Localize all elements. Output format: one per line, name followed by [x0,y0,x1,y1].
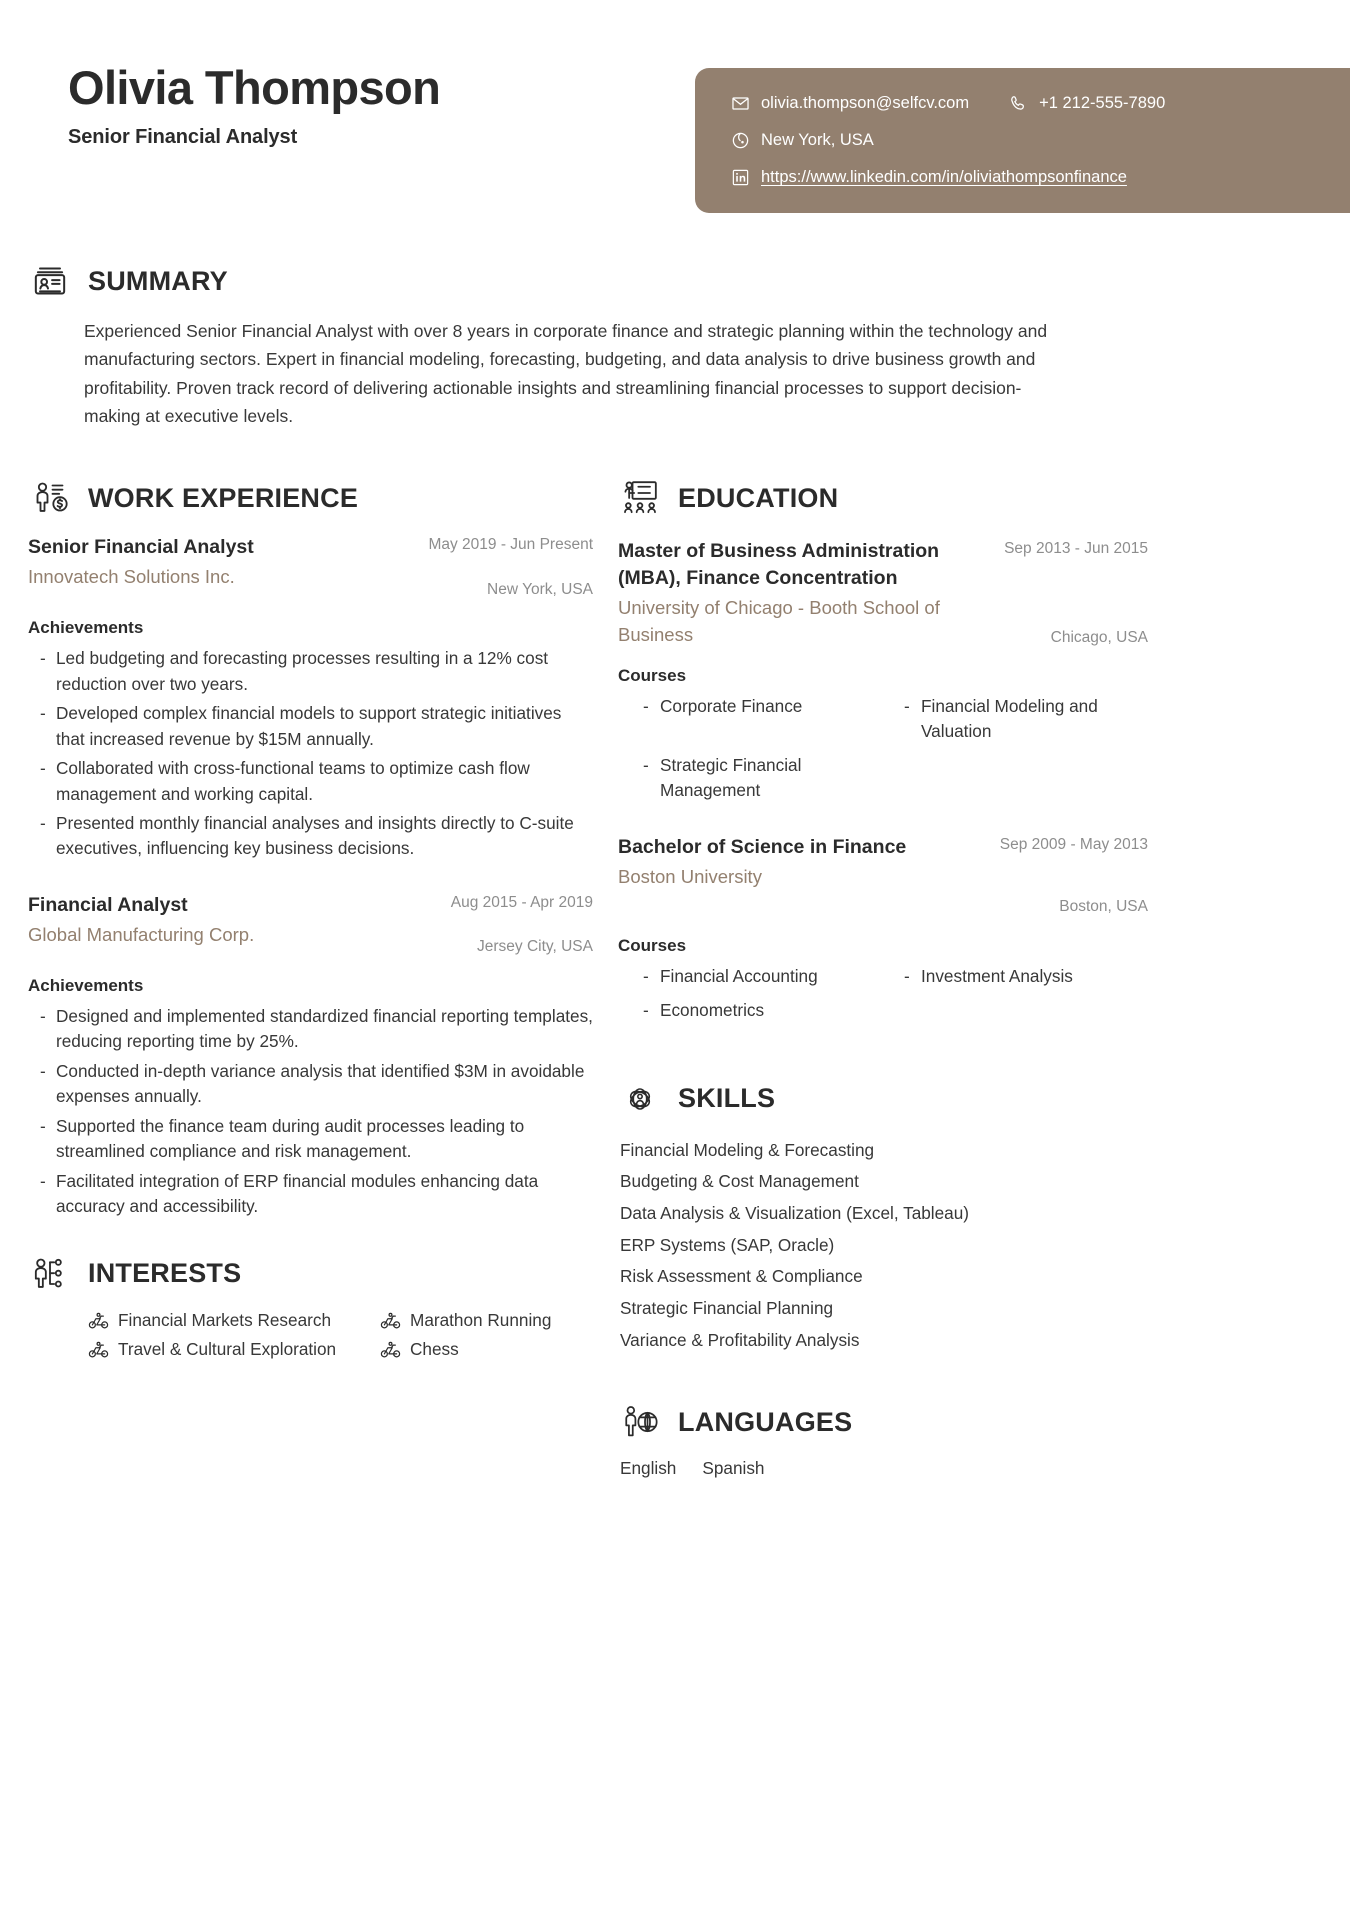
achievement-item: - Collaborated with cross-functional teams to optimize cash flow management and working capital. [28,756,593,807]
skill-item: Variance & Profitability Analysis [620,1329,860,1350]
education-entry-right [1004,538,1148,649]
courses-grid [640,694,1148,812]
summary-text: Experienced Senior Financial Analyst with over 8 years in corporate finance and strategic planning within the technology and manufacturing sectors. Expert in financial modeling, forecasting, budgeting, and data analysis to drive business growth and profitability. Proven track record of delivering actionable insights and streamlining financial processes to support decision-making at executive levels. [84,321,1048,427]
work-date: Aug 2015 - Apr 2019 [450,893,593,911]
person-network-icon [28,1252,72,1296]
interest-label: Travel & Cultural Exploration [118,1338,337,1359]
education-entry-head [618,538,1148,649]
achievement-item: - Supported the finance team during audit processes leading to streamlined compliance and risk management. [28,1114,593,1165]
skill-item: Strategic Financial Planning [620,1297,834,1318]
interest-item [88,1339,356,1360]
achievement-item: - Conducted in-depth variance analysis that identified $3M in avoidable expenses annually. [28,1059,593,1110]
contact-row-2 [731,131,1350,150]
work-job-title: Senior Financial Analyst [28,536,254,559]
education-title: EDUCATION [678,482,839,513]
work-entry-right [428,534,593,601]
resume-body [0,259,1350,1479]
left-column [28,476,593,1479]
presentation-board-icon [618,476,662,520]
work-job-title: Financial Analyst [28,893,188,916]
person-finance-icon [28,476,72,520]
languages-heading [618,1400,1148,1444]
education-date: Sep 2009 - May 2013 [999,836,1148,853]
skill-item: Data Analysis & Visualization (Excel, Tableau) [620,1203,970,1224]
contact-email[interactable] [731,94,969,113]
education-location: Chicago, USA [1050,628,1148,646]
work-entry-right [451,892,593,959]
contact-location [731,131,874,150]
interest-item [88,1310,356,1331]
education-degree: Master of Business Administration (MBA), Finance Concentration [618,540,940,590]
envelope-icon [731,94,750,113]
work-heading [28,476,593,520]
interest-label: Marathon Running [410,1309,552,1330]
skills-list [620,1135,1148,1356]
section-interests [28,1252,593,1360]
languages-title: LANGUAGES [678,1406,853,1437]
education-location: Boston, USA [1059,898,1148,916]
name-block [68,62,440,149]
achievements-list [28,1004,593,1220]
work-company: Innovatech Solutions Inc. [28,566,235,588]
course-item: - Financial Modeling and Valuation [901,694,1148,743]
achievement-item: - Facilitated integration of ERP financial modules enhancing data accuracy and accessibility. [28,1169,593,1220]
courses-label: Courses [618,935,687,955]
skill-item: Financial Modeling & Forecasting [620,1139,875,1160]
section-education [618,476,1148,1032]
skill-item: Risk Assessment & Compliance [620,1266,863,1287]
interest-item [380,1310,593,1331]
education-heading [618,476,1148,520]
interests-title: INTERESTS [88,1258,242,1288]
course-item: - Strategic Financial Management [640,753,887,802]
work-title: WORK EXPERIENCE [88,482,359,513]
education-degree: Bachelor of Science in Finance [618,836,907,858]
language-item: English [620,1458,677,1479]
bicycle-icon [88,1310,109,1331]
contact-linkedin[interactable] [731,168,1127,187]
education-entry-left [618,834,986,891]
interest-item [380,1339,593,1360]
work-entry-left [28,892,437,949]
work-entry-left [28,534,414,591]
contact-linkedin-link[interactable]: https://www.linkedin.com/in/oliviathompsonfinance [761,168,1127,186]
work-location: Jersey City, USA [477,938,593,956]
work-location: New York, USA [487,580,593,598]
education-school: University of Chicago - Booth School of Business [618,597,940,645]
work-date: May 2019 - Jun Present [428,536,593,554]
achievement-item: - Presented monthly financial analyses and insights directly to C-suite executives, influencing key business decisions. [28,811,593,862]
job-title: Senior Financial Analyst [68,125,298,148]
contact-email-text: olivia.thompson@selfcv.com [761,94,970,112]
work-company: Global Manufacturing Corp. [28,923,255,945]
course-item: - Econometrics [640,998,887,1022]
skill-item: ERP Systems (SAP, Oracle) [620,1234,835,1255]
education-entry-head [618,834,1148,919]
phone-icon [1009,94,1028,113]
achievements-list [28,646,593,862]
resume-header [0,0,1350,235]
course-item: - Corporate Finance [640,694,887,743]
achievement-item: - Led budgeting and forecasting processes resulting in a 12% cost reduction over two years. [28,646,593,697]
education-entry-left [618,538,990,648]
section-skills [618,1077,1148,1356]
person-globe-icon [618,1400,662,1444]
education-date: Sep 2013 - Jun 2015 [1004,540,1148,558]
education-school: Boston University [618,865,762,887]
id-card-icon [28,259,72,303]
interest-label: Chess [410,1338,459,1359]
contact-row-1 [731,94,1350,113]
contact-location-text: New York, USA [761,131,874,149]
courses-grid [640,964,1148,1033]
work-entry [28,892,593,1220]
language-item: Spanish [702,1458,765,1479]
summary-title: SUMMARY [88,265,228,296]
contact-box [695,68,1350,213]
globe-icon [731,131,750,150]
contact-phone-text: +1 212-555-7890 [1039,94,1166,112]
achievements-label: Achievements [28,618,144,638]
contact-phone[interactable] [1009,94,1165,113]
interest-label: Financial Markets Research [118,1309,332,1330]
achievement-item: - Developed complex financial models to support strategic initiatives that increased revenue by $15M annually. [28,701,593,752]
education-entry [618,834,1148,1033]
course-item: - Investment Analysis [901,964,1148,988]
summary-heading [28,259,1282,303]
page-title: Olivia Thompson [68,61,441,114]
section-work-experience [28,476,593,1219]
linkedin-icon [731,168,750,187]
contact-row-3 [731,168,1350,187]
right-column [618,476,1148,1479]
work-entry [28,534,593,862]
section-languages [618,1400,1148,1479]
achievement-item: - Designed and implemented standardized financial reporting templates, reducing reporting time by 25%. [28,1004,593,1055]
bicycle-icon [380,1339,401,1360]
interests-heading [28,1252,593,1296]
bicycle-icon [88,1339,109,1360]
education-entry [618,538,1148,812]
skills-title: SKILLS [678,1083,776,1114]
work-entry-head [28,534,593,601]
two-column-layout [28,476,1282,1479]
course-item: - Financial Accounting [640,964,887,988]
skills-heading [618,1077,1148,1121]
bicycle-icon [380,1310,401,1331]
achievements-label: Achievements [28,975,144,995]
work-entry-head [28,892,593,959]
languages-list [620,1458,1148,1479]
skill-item: Budgeting & Cost Management [620,1171,859,1192]
education-entry-right [1000,834,1148,919]
courses-label: Courses [618,666,687,686]
section-summary [28,259,1282,430]
interests-grid [88,1310,593,1360]
atom-person-icon [618,1077,662,1121]
